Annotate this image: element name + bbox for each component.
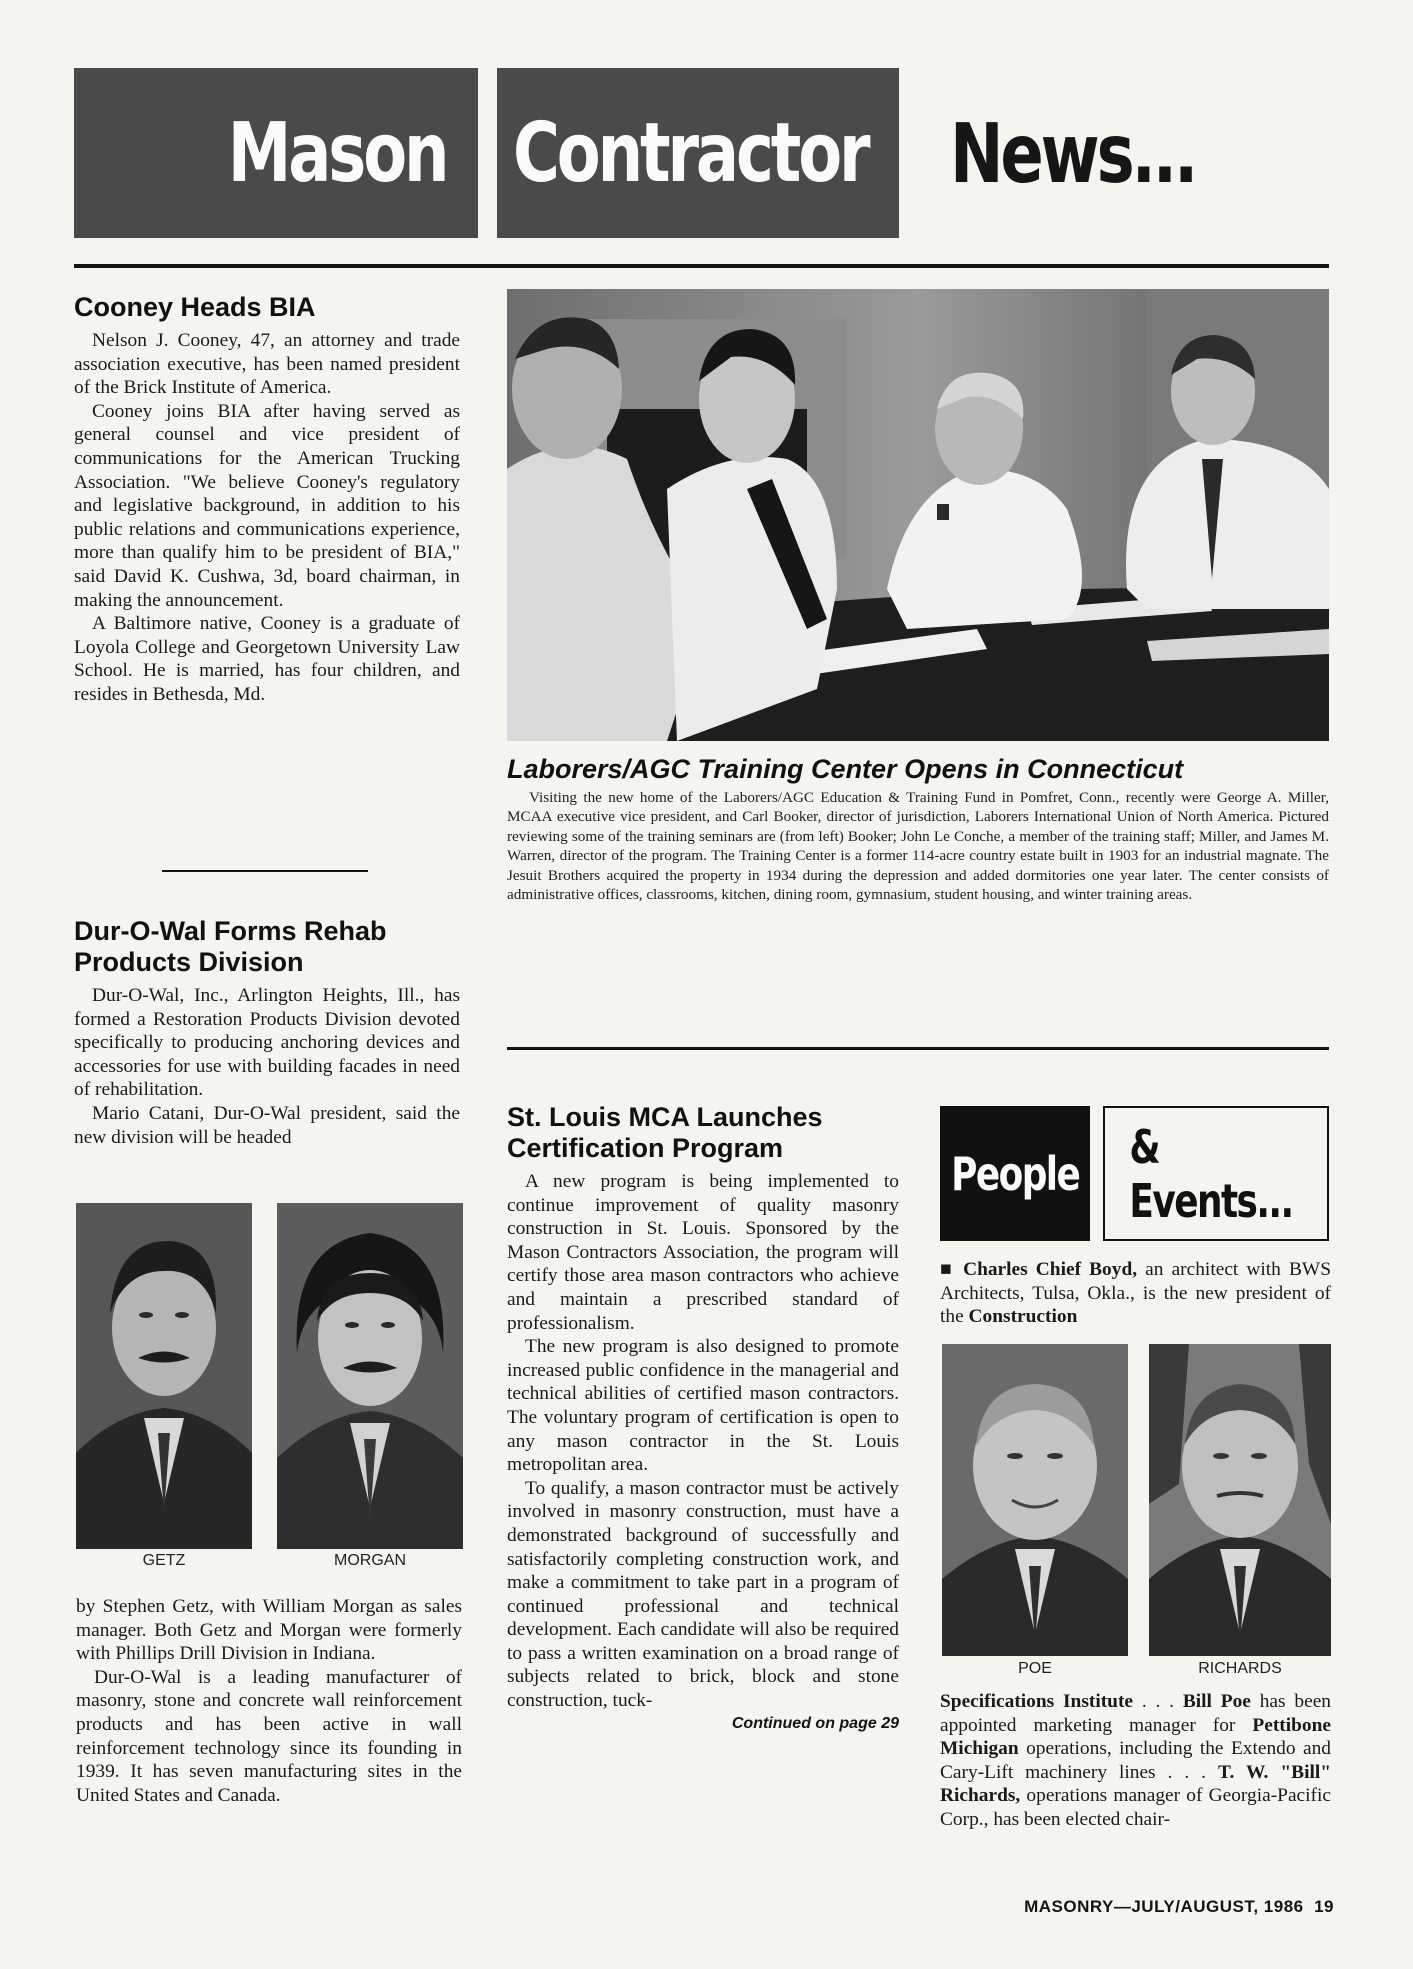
photo-laborers-meeting bbox=[507, 289, 1329, 741]
continued-link[interactable]: Continued on page 29 bbox=[731, 1714, 899, 1732]
meeting-scene bbox=[507, 289, 1329, 741]
caption-poe: POE bbox=[1018, 1660, 1052, 1677]
caption-richards: RICHARDS bbox=[1198, 1660, 1282, 1677]
banner-mason: Mason bbox=[74, 68, 478, 238]
photo-richards bbox=[1149, 1344, 1331, 1656]
portrait-getz bbox=[76, 1203, 252, 1549]
article-durowal-top bbox=[74, 916, 460, 1149]
article-stlouis bbox=[507, 1102, 899, 1733]
section-rule-right bbox=[507, 1047, 1329, 1050]
body-durowal-top: Dur-O-Wal, Inc., Arlington Heights, Ill., has formed a Restoration Products Division devoted specifically to producing anchoring devices and accessories for use with building facades in need of rehabilitation. Mario Catani, Dur-O-Wal president, said the new division will be headed bbox=[74, 985, 460, 1148]
people-item-continued: Specifications Institute . . . Bill Poe has been appointed marketing manager for Pettibone Michigan operations, including the Extendo and Cary-Lift machinery lines . . . T. W. "Bill" Richards, operations manager of Georgia-Pacific Corp., has been elected chair- bbox=[940, 1691, 1331, 1830]
banner-rule bbox=[74, 264, 1329, 268]
people-item-boyd: ■ Charles Chief Boyd, an architect with BWS Architects, Tulsa, Okla., is the new president of the Construction bbox=[940, 1259, 1331, 1328]
headline-durowal: Dur-O-Wal Forms Rehab Products Division bbox=[74, 916, 387, 977]
photo-poe bbox=[942, 1344, 1128, 1656]
people-events-events: & Events... bbox=[1103, 1106, 1329, 1241]
portrait-poe bbox=[942, 1344, 1128, 1656]
caption-laborers: Visiting the new home of the Laborers/AGC Education & Training Fund in Pomfret, Conn., recently were George A. Miller, MCAA executive vice president, and Carl Booker, director of jurisdiction, Laborers International Union of North America. Pictured reviewing some of the training seminars are (from left) Booker; John Le Conche, a member of the training staff; Miller, and James M. Warren, director of the program. The Training Center is a former 114-acre country estate built in 1903 for an industrial magnate. The Jesuit Brothers acquired the property in 1934 during the depression and added dormitories one year later. The center consists of administrative offices, classrooms, kitchen, dining room, gymnasium, student housing, and winter training areas. bbox=[507, 789, 1329, 904]
footer-issue: MASONRY—JULY/AUGUST, 1986 bbox=[1024, 1897, 1304, 1916]
photo-getz bbox=[76, 1203, 252, 1549]
banner-contractor: Contractor bbox=[497, 68, 899, 238]
bullet-icon: ■ bbox=[940, 1259, 964, 1280]
headline-cooney: Cooney Heads BIA bbox=[74, 292, 316, 322]
photo-morgan bbox=[277, 1203, 463, 1549]
body-durowal-bottom: by Stephen Getz, with William Morgan as sales manager. Both Getz and Morgan were formerly with Phillips Drill Division in Indiana. Dur-O-Wal is a leading manufacturer of masonry, stone and concrete wall reinforcement products and has been active in wall reinforcement technology since its founding in 1939. It has seven manufacturing sites in the United States and Canada. bbox=[76, 1596, 462, 1806]
page-number: 19 bbox=[1314, 1897, 1334, 1916]
article-cooney bbox=[74, 292, 460, 707]
banner-news: News... bbox=[950, 107, 1196, 202]
caption-morgan: MORGAN bbox=[334, 1552, 406, 1569]
portrait-richards bbox=[1149, 1344, 1331, 1656]
headline-laborers: Laborers/AGC Training Center Opens in Connecticut bbox=[507, 754, 1184, 784]
headline-stlouis: St. Louis MCA Launches Certification Program bbox=[507, 1102, 823, 1163]
portrait-morgan bbox=[277, 1203, 463, 1549]
body-cooney: Nelson J. Cooney, 47, an attorney and trade association executive, has been named president of the Brick Institute of America. Cooney joins BIA after having served as general counsel and vice president of communications for the American Trucking Association. "We believe Cooney's regulatory and legislative background, in addition to his public relations and communications experience, more than qualify him to be president of BIA," said David K. Cushwa, 3d, board chairman, in making the announcement. A Baltimore native, Cooney is a graduate of Loyola College and Georgetown University Law School. He is married, has four children, and resides in Bethesda, Md. bbox=[74, 330, 460, 705]
body-stlouis: A new program is being implemented to continue improvement of quality masonry construction in St. Louis. Sponsored by the Mason Contractors Association, the program will certify those area mason contractors who achieve and maintain a prescribed standard of professionalism. The new program is also designed to promote increased public confidence in the managerial and technical abilities of certified mason contractors. The voluntary program of certification is open to any mason contractor in the St. Louis metropolitan area. To qualify, a mason contractor must be actively involved in masonry construction, must have a demonstrated background of successfully and satisfactorily completing construction work, and make a commitment to take part in a program of continued professional and technical development. Each candidate will also be required to pass a written examination on a broad range of subjects related to brick, block and stone construction, tuck- bbox=[507, 1171, 899, 1712]
page-footer bbox=[900, 1897, 1334, 1917]
section-divider-short bbox=[162, 870, 368, 872]
people-events-people: People bbox=[940, 1106, 1090, 1241]
caption-getz: GETZ bbox=[142, 1552, 186, 1569]
